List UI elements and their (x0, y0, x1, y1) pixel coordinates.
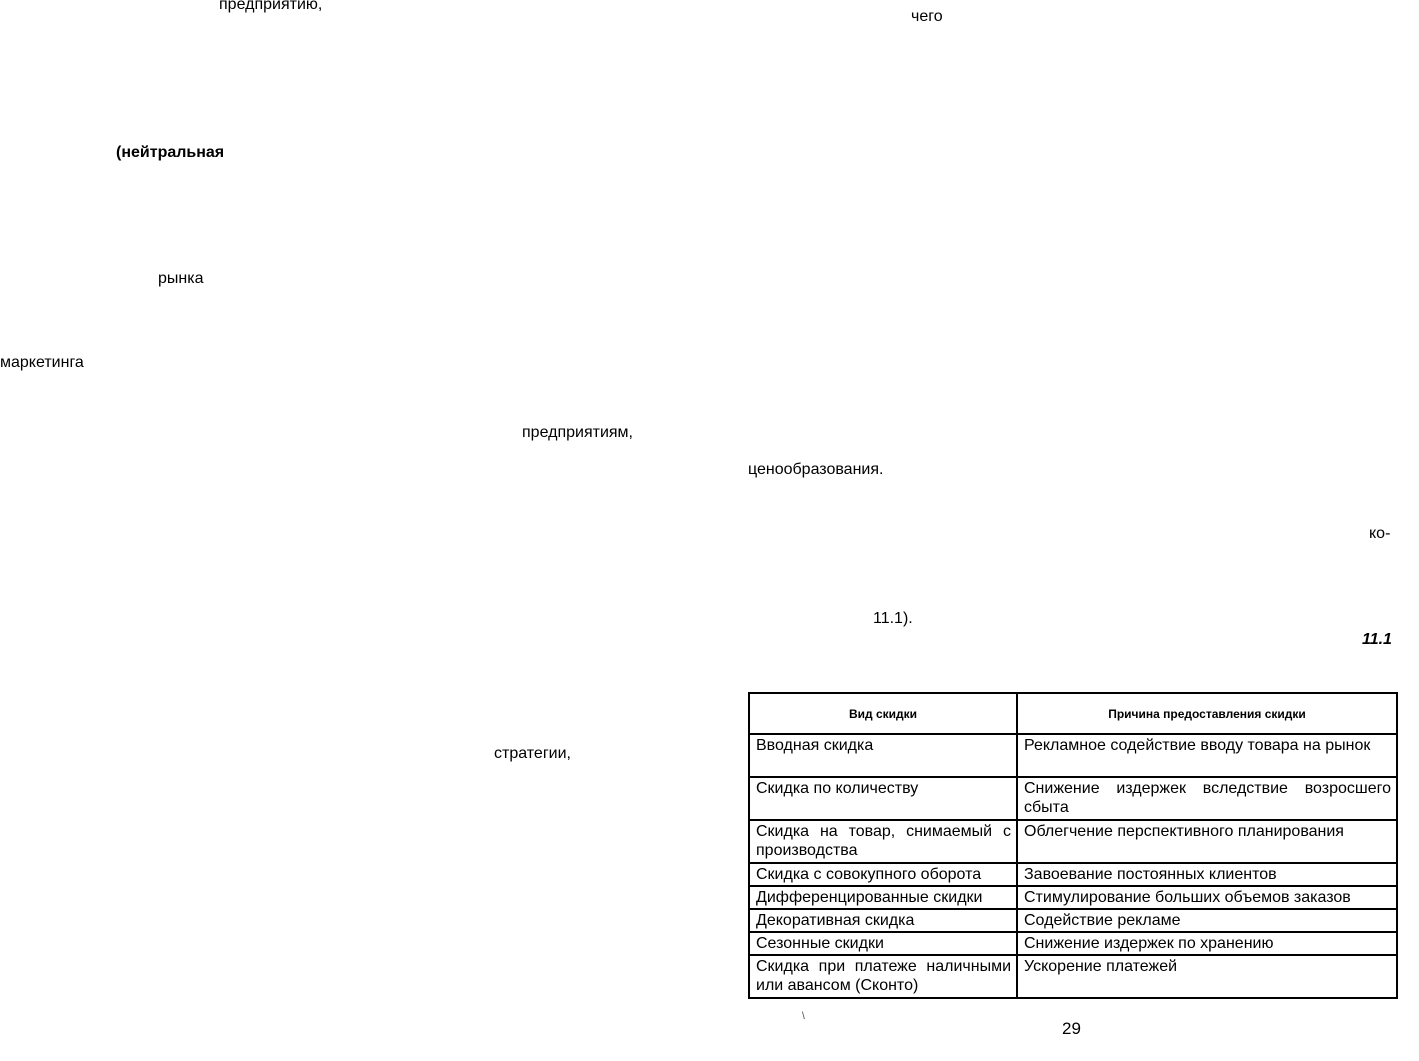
table-cell: Сезонные скидки (749, 932, 1017, 955)
table-cell: Ускорение платежей (1017, 955, 1397, 998)
text-fragment: предприятиям, (522, 424, 633, 441)
table-row (749, 955, 1397, 998)
table-cell: Облегчение перспективного планирования (1017, 820, 1397, 863)
table-header-row (749, 693, 1397, 734)
table-row (749, 932, 1397, 955)
discounts-table (748, 692, 1398, 999)
page-number: 29 (1062, 1019, 1081, 1038)
text-fragment: чего (911, 8, 943, 25)
text-fragment: рынка (158, 270, 204, 287)
table-cell: Снижение издержек вследствие возросшего сбыта (1017, 777, 1397, 820)
table-cell: Скидка по количеству (749, 777, 1017, 820)
table-cell: Скидка на товар, снимаемый с производства (749, 820, 1017, 863)
text-fragment: ценообразования. (748, 461, 884, 478)
text-fragment: (нейтральная (116, 144, 225, 161)
text-fragment: маркетинга (0, 354, 84, 371)
table-cell: Вводная скидка (749, 734, 1017, 777)
text-fragment: ко- (1369, 525, 1391, 542)
text-fragment: 11.1). (873, 610, 913, 627)
table-cell: Декоративная скидка (749, 909, 1017, 932)
table-row (749, 886, 1397, 909)
table-row (749, 734, 1397, 777)
table-cell: Рекламное содействие вводу товара на рынок (1017, 734, 1397, 777)
table-row (749, 909, 1397, 932)
table-header-cell: Причина предоставления скидки (1017, 693, 1397, 734)
text-fragment: стратегии, (494, 745, 571, 762)
table-row (749, 777, 1397, 820)
table-cell: Скидка с совокупного оборота (749, 863, 1017, 886)
table-cell: Снижение издержек по хранению (1017, 932, 1397, 955)
scan-speck: \ (802, 1011, 805, 1022)
table-row (749, 820, 1397, 863)
text-fragment: предприятию, (219, 0, 323, 13)
table-cell: Скидка при платеже наличными или авансом (Сконто) (749, 955, 1017, 998)
table-number-label: 11.1 (1362, 631, 1392, 648)
table-row (749, 863, 1397, 886)
table-cell: Завоевание постоянных клиентов (1017, 863, 1397, 886)
table-cell: Стимулирование больших объемов заказов (1017, 886, 1397, 909)
table-cell: Дифференцированные скидки (749, 886, 1017, 909)
table-cell: Содействие рекламе (1017, 909, 1397, 932)
table-header-cell: Вид скидки (749, 693, 1017, 734)
